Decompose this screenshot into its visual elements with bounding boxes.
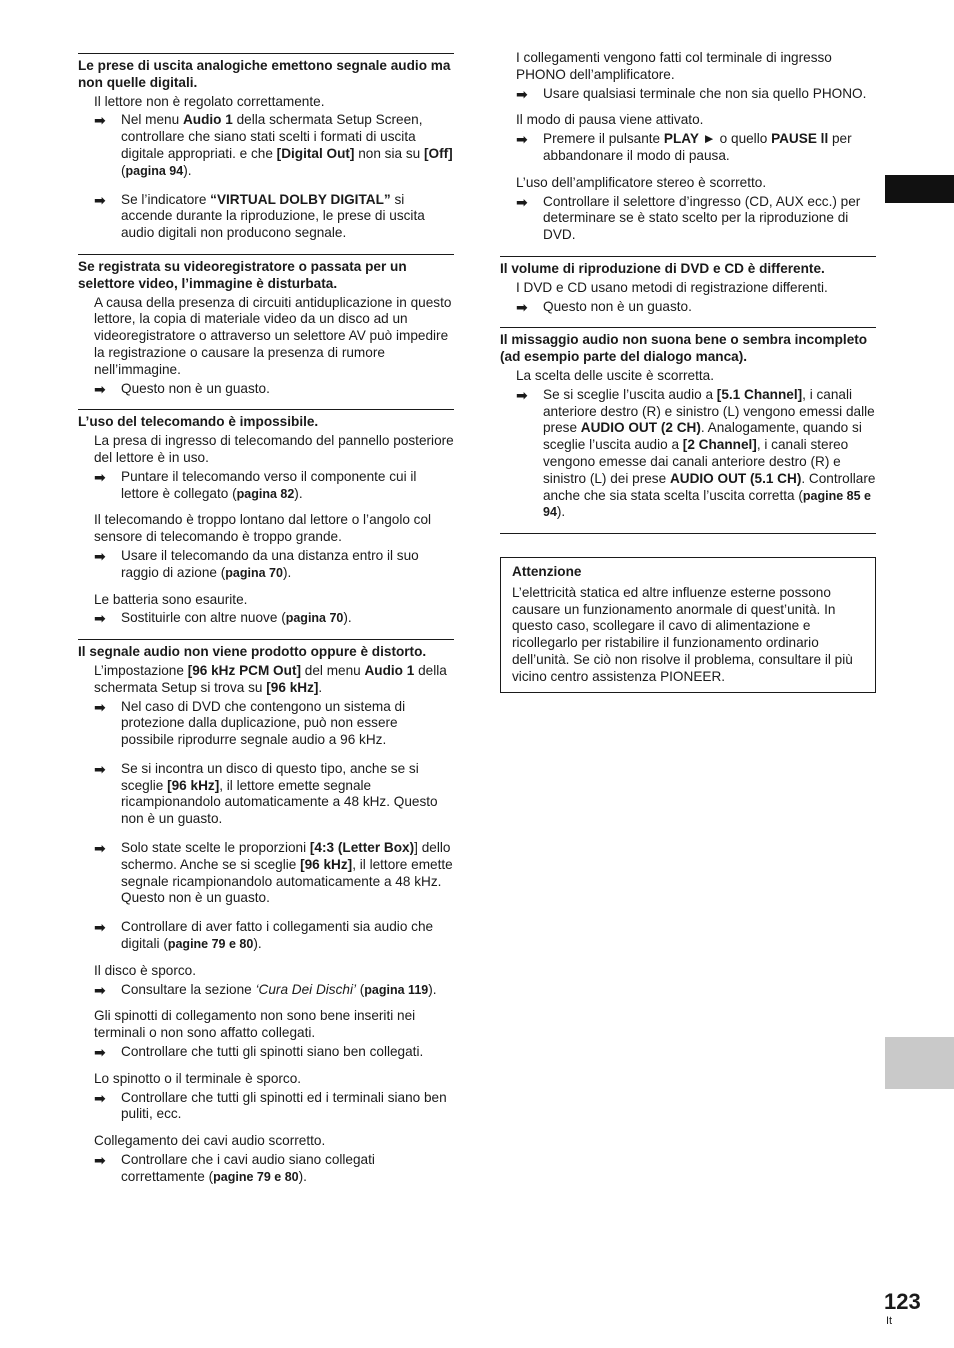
cause-text: I DVD e CD usano metodi di registrazione differenti. (516, 279, 828, 295)
solution-item: ➡ Usare il telecomando da una distanza entro il suo raggio di azione (pagina 70). (94, 547, 419, 580)
arrow-right-icon: ➡ (94, 919, 106, 936)
arrow-right-icon: ➡ (94, 1089, 106, 1106)
section-video-disturbed (78, 254, 454, 397)
arrow-right-icon: ➡ (94, 468, 106, 485)
page-reference: pagine 85 e 94 (543, 488, 872, 520)
solution-item: ➡ Nel caso di DVD che contengono un sistema di protezione dalla duplicazione, può non essere possibile riprodurre segnale audio a 96 kHz. (94, 698, 406, 748)
cause-text: Il lettore non è regolato correttamente. (94, 93, 325, 109)
arrow-right-icon: ➡ (94, 1044, 106, 1061)
page-reference: pagine 79 e 80 (213, 1169, 299, 1184)
cause-text: Il telecomando è troppo lontano dal lettore o l’angolo col sensore di telecomando è troppo grande. (94, 512, 432, 545)
solution-item: ➡ Se si incontra un disco di questo tipo, anche se si sceglie [96 kHz], il lettore emette segnale ricampionandolo automaticamente a 48 kHz. Questo non è un guasto. (94, 760, 438, 827)
solution-item: ➡ Se l’indicatore “VIRTUAL DOLBY DIGITAL” si accende durante la riproduzione, le prese di uscita audio digitali non producono segnale. (94, 191, 425, 241)
cause-text: La scelta delle uscite è scorretta. (516, 367, 714, 383)
arrow-right-icon: ➡ (94, 1152, 106, 1169)
page-reference: pagina 119 (364, 982, 429, 997)
left-column (78, 0, 454, 1186)
arrow-right-icon: ➡ (94, 840, 106, 857)
section-heading: Il segnale audio non viene prodotto oppure è distorto. (78, 644, 427, 660)
solution-item: ➡ Solo state scelte le proporzioni [4:3 (Letter Box)] dello schermo. Anche se si sceglie [96 kHz], il lettore emette segnale ricampionandolo automaticamente a 48 kHz. Questo non è un guasto. (94, 840, 453, 906)
language-code: It (886, 1315, 893, 1327)
solution-item: ➡ Controllare che i cavi audio siano collegati correttamente (pagine 79 e 80). (94, 1152, 375, 1184)
chapter-tab-dark (885, 175, 954, 203)
arrow-right-icon: ➡ (94, 760, 106, 777)
solution-item: ➡ Questo non è un guasto. (94, 380, 270, 397)
section-digital-output (78, 53, 454, 242)
cause-text: Collegamento dei cavi audio scorretto. (94, 1133, 326, 1149)
solution-item: ➡ Sostituirle con altre nuove (pagina 70). (94, 610, 352, 627)
chapter-tab-grey (885, 1037, 954, 1089)
cause-text: L’impostazione [96 kHz PCM Out] del menu Audio 1 della schermata Setup si trova su [96 kHz]. (94, 662, 447, 695)
cause-text: Le batteria sono esaurite. (94, 591, 248, 607)
cause-text: Lo spinotto o il terminale è sporco. (94, 1070, 302, 1086)
solution-item: ➡ Controllare che tutti gli spinotti ed i terminali siano ben puliti, ecc. (94, 1089, 447, 1122)
solution-item: ➡ Controllare il selettore d’ingresso (CD, AUX ecc.) per determinare se è stato scelto per la riproduzione di DVD. (516, 193, 861, 243)
page-reference: pagina 94 (125, 163, 184, 178)
arrow-right-icon: ➡ (516, 386, 528, 403)
section-volume-different (500, 256, 876, 315)
arrow-right-icon: ➡ (94, 191, 106, 208)
arrow-right-icon: ➡ (516, 131, 528, 148)
page-reference: pagina 70 (285, 611, 344, 626)
attention-box (500, 557, 876, 693)
arrow-right-icon: ➡ (94, 547, 106, 564)
page-reference: pagina 82 (236, 486, 295, 501)
section-audio-mix (500, 327, 876, 534)
arrow-right-icon: ➡ (94, 981, 106, 998)
right-column (500, 0, 876, 534)
cause-text: L’uso dell’amplificatore stereo è scorretto. (516, 174, 767, 190)
section-heading: Le prese di uscita analogiche emettono segnale audio ma non quelle digitali. (78, 58, 451, 90)
section-audio-distorted (78, 639, 454, 1186)
page-number: 123 (884, 1289, 921, 1314)
solution-item: ➡ Puntare il telecomando verso il componente cui il lettore è collegato (pagina 82). (94, 468, 417, 501)
solution-item: ➡ Questo non è un guasto. (516, 298, 692, 315)
section-heading: Se registrata su videoregistratore o passata per un selettore video, l’immagine è disturbata. (78, 258, 407, 291)
solution-item: ➡ Usare qualsiasi terminale che non sia quello PHONO. (516, 85, 867, 102)
page-reference: pagina 70 (225, 565, 283, 580)
cause-text: La presa di ingresso di telecomando del pannello posteriore del lettore è in uso. (94, 433, 454, 465)
attention-body: L’elettricità statica ed altre influenze esterne possono causare un funzionamento anormale di quest’unità. In questo caso, scollegare il cavo di alimentazione e ricollegarlo per ristabilire il funzionamento ordinario dell’unità. Se ciò non risolve il problema, consultare il più vicino centro assistenza PIONEER. (512, 584, 853, 684)
solution-item: ➡ Consultare la sezione ‘Cura Dei Dischi’ (pagina 119). (94, 981, 437, 998)
cause-text: Il disco è sporco. (94, 962, 196, 978)
solution-item: ➡ Premere il pulsante PLAY ► o quello PAUSE ll per abbandonare il modo di pausa. (516, 131, 852, 163)
section-remote-control (78, 409, 454, 627)
page-reference: pagine 79 e 80 (167, 937, 254, 952)
arrow-right-icon: ➡ (94, 610, 106, 627)
arrow-right-icon: ➡ (94, 112, 106, 129)
solution-item: ➡ Controllare che tutti gli spinotti siano ben collegati. (94, 1044, 424, 1061)
section-heading: Il missaggio audio non suona bene o sembra incompleto (ad esempio parte del dialogo manca). (500, 332, 868, 365)
attention-title: Attenzione (512, 564, 582, 579)
cause-text: I collegamenti vengono fatti col terminale di ingresso PHONO dell’amplificatore. (516, 50, 832, 82)
section-continued (500, 50, 876, 244)
solution-item: ➡ Controllare di aver fatto i collegamenti sia audio che digitali (pagine 79 e 80). (94, 919, 434, 952)
divider (500, 533, 876, 534)
cause-text: Gli spinotti di collegamento non sono bene inseriti nei terminali o non sono affatto collegati. (94, 1008, 416, 1041)
arrow-right-icon: ➡ (516, 193, 528, 210)
section-heading: Il volume di riproduzione di DVD e CD è differente. (500, 260, 825, 276)
arrow-right-icon: ➡ (516, 85, 528, 102)
arrow-right-icon: ➡ (94, 380, 106, 397)
arrow-right-icon: ➡ (94, 698, 106, 715)
cause-text: Il modo di pausa viene attivato. (516, 112, 704, 128)
solution-item: ➡ Nel menu Audio 1 della schermata Setup Screen, controllare che siano stati scelti i formati di uscita digitale appropriati. e che [Digital Out] non sia su [Off] (pagina 94). (94, 112, 453, 178)
arrow-right-icon: ➡ (516, 298, 528, 315)
section-heading: L’uso del telecomando è impossibile. (78, 414, 319, 430)
solution-item: ➡ Se si sceglie l’uscita audio a [5.1 Channel], i canali anteriore destro (R) e sinistro (L) vengono emessi dalle prese AUDIO OUT (2 CH). Analogamente, quando si sceglie l’uscita audio a [2 Channel], i canali stereo vengono emesse dai canali anteriore destro (R) e sinistro (L) dei prese AUDIO OUT (5.1 CH). Controllare anche che sia stata scelta l’uscita corretta (pagine 85 e 94). (516, 386, 876, 520)
cause-text: A causa della presenza di circuiti antiduplicazione in questo lettore, la copia di materiale video da un disco ad un videoregistratore o attraverso un selettore AV può impedire la registrazione o causare la presenza di rumore nell’immagine. (94, 294, 452, 377)
